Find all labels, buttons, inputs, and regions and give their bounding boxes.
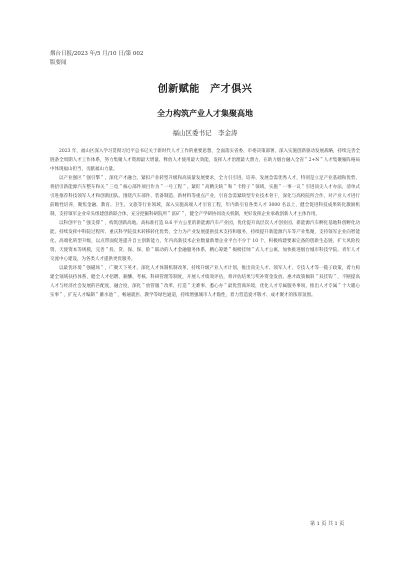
article-title: 创新赋能 产才俱兴 xyxy=(157,84,253,95)
paragraph-intro: 2023 年，福山区深入学习贯彻习近平总书记关于新时代人才工作的重要思想，全面落实省委、市委决策部署，深入实施创新驱动发展战略，持续完善全链条全周期人才工作体系，努力集聚人才资源最大增量、释放人才使用最大效能，发挥人才治理最大潜力，在助力烟台融入全省＂2+N＂人才集聚雁阵格局中体现福山担当，贡献福山力量。 xyxy=(50,149,360,172)
article-body xyxy=(50,147,360,300)
header-section-line: 版要闻 xyxy=(50,60,67,66)
article-subtitle: 全力构筑产业人才集聚高地 xyxy=(157,108,253,118)
paragraph-industry: 以产业强区＂强引擎＂，深化产才融合。紧扣产业转型升级和高质量发展要求，全力引引进、培养、发展急需优秀人才，特别是立足产业基础和优势，将招引新能源汽车整车和关＂三电＂核心部件项目作为＂一号工程＂。紧盯＂高精尖缺＂和＂卡脖子＂领域，实施＂一事一议＂引进顶尖人才办法，清单式引进推荐科技领军人才和创新团队。围绕汽车部件、装备制造、新材料等重点产业，引育急需紧缺型专业技术骨干，深化与高校院所合作，对产业人才进行前瞻性培养，聚焦金融、教育、卫生、文旅等行业领域，深入实施高端人才引育工程，年内新引育各类人才 3000 名以上，健全促进科技成果转化激励机制，支持领军企业牵头组建创新联合体，充分挖掘科研院所＂富矿＂，健全产学研协同攻关机制，更好发挥企业承载创新人才主体作用。 xyxy=(50,176,360,217)
article-author: 福山区委书记 李金涛 xyxy=(172,129,238,137)
header-source-line: 烟台日报/2023 年/5 月/10 日/第 002 xyxy=(50,51,144,57)
paragraph-environment: 以最优环境＂强磁场＂，广聚天下英才。深化人才体制机制改革，持续升级产业人才计划，推出顶尖人才、领军人才、专技人才等一揽子政策，着力构建全领域扶持体系，健全人才招聘、薪酬、考核、科研管理等制度，开展人才绩效评估，将评估结果与奖补资金发放、惠才政策倾斜＂双挂钩＂，不断提高人才与经济社会发展的匹配度，融合度，深化＂放管服＂改革，打造＂无难事、悉心办＂最优营商环境，优化人才专属服务事项，推出人才专属＂十大暖心实事＂，扩充人才编制＂蓄水池＂，畅通就医、教学等绿色通道，持续增强城市人才黏性，着力营造爱才敬才、成才聚才的浓厚氛围。 xyxy=(50,266,360,298)
paragraph-platform: 以科创平台＂强支撑＂，构筑创新高地。高标准打造 8.6 平方公里的新能源汽车产业园，优化提升高层次人才创业园、新能源汽车孵化基地科创孵化功能，持续发挥中科院过程所、重庆科学院技术转移转化优势，全力为产业发展提供技术支持和服务，持续提升新能源汽车等产业集聚，支持领军企业向智能化、高端化转型升级，以点带面促进提升自主创新能力，年内高新技术企业数量新增企业平台不少于 10 个，积极构建要素完备的创新生态链，扩大风险投资、天使资本等规模，完善＂投、贷、保、保、险＂联动的人才金融服务体系，精心筹建＂揭榜挂帅＂式人才公寓，加快推进烟台城市科技学院、青年人才交流中心建设，为各类人才提供更优服务。 xyxy=(50,221,360,262)
document-header xyxy=(50,50,143,68)
page-number: 第 1 页 共 1 页 xyxy=(310,521,345,527)
